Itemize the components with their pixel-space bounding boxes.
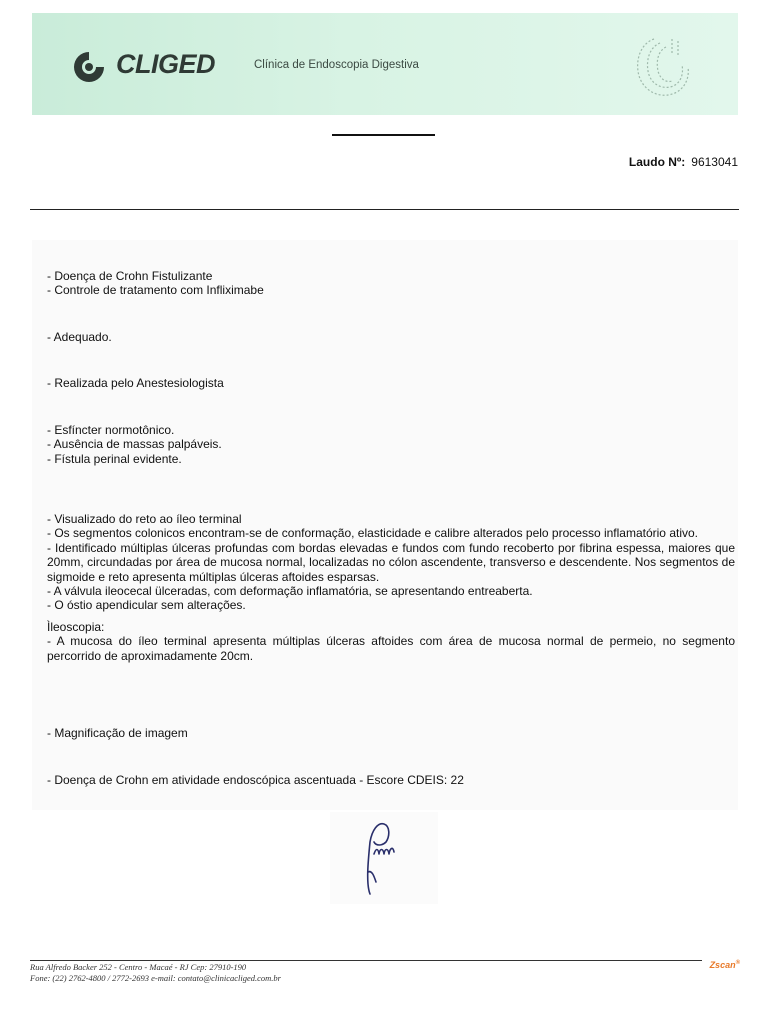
spacer [47,613,735,620]
toque-line: - Fístula perinal evidente. [47,451,182,466]
laudo-value: 9613041 [691,155,738,169]
clinic-tagline: Clínica de Endoscopia Digestiva [254,59,419,71]
achados-line: - A válvula ileocecal ülceradas, com deformação inflamatória, se apresentando entreaberta. [47,584,533,599]
section-tecnologia [47,726,735,740]
laudo-label: Laudo Nº: [628,155,686,169]
preparo-line: - Adequado. [47,330,112,344]
header-banner [32,13,738,115]
ileoscopia-text: - A mucosa do íleo terminal apresenta múltiplas úlceras aftoides com área de mucosa normal de permeio, no segmento percorrido de aproximadamente 20cm. [47,634,735,663]
section-indicacao [47,269,735,298]
achados-line: - O óstio apendicular sem alterações. [47,598,246,613]
footer-divider [30,960,702,961]
achados-line: - Os segmentos colonicos encontram-se de conformação, elasticidade e calibre alterados pelo processo inflamatório ativo. [47,526,698,541]
conclusao-line: - Doença de Crohn em atividade endoscópica ascentuada - Escore CDEIS: 22 [47,773,464,787]
zscan-text: Zscan [709,960,736,970]
section-preparo [47,330,735,344]
footer-address [30,962,281,984]
section-toque-retal [47,423,735,466]
section-sedacao [47,376,735,390]
footer-contact-line: Fone: (22) 2762-4800 / 2772-2693 e-mail: contato@clinicacliged.com.br [30,973,281,983]
title-underline [332,134,435,136]
toque-line: - Esfíncter normotônico. [47,423,175,437]
stomach-watermark-icon [632,33,694,105]
sedacao-line: - Realizada pelo Anestesiologista [47,376,224,390]
indicacao-line: - Doença de Crohn Fistulizante [47,269,213,283]
section-conclusao [47,773,735,787]
toque-line: - Ausência de massas palpáveis. [47,437,222,452]
laudo-number [629,155,738,169]
ileoscopia-title: Ìleoscopia: [47,619,105,634]
section-band-bottom [32,700,738,810]
zscan-brand: Zscan® [709,960,740,970]
section-achados [47,512,735,663]
indicacao-line: - Controle de tratamento com Infliximabe [47,283,264,298]
achados-line: - Visualizado do reto ao íleo terminal [47,512,242,526]
logo-text: CLIGED [116,49,216,79]
tecnologia-line: - Magnificação de imagem [47,726,188,740]
header-divider [30,209,739,210]
footer-address-line: Rua Alfredo Backer 252 - Centro - Macaé - RJ Cep: 27910-190 [30,962,247,972]
physician-signature [330,812,438,904]
cliged-logo-icon [72,50,106,84]
achados-line: - Identificado múltiplas úlceras profundas com bordas elevadas e fundos com fundo recoberto por fibrina espessa, maiores que 20mm, circundadas por área de mucosa normal, localizadas no cólon ascendente, transverso e descendente. Nos segmentos de sigmoide e reto apresenta múltiplas úlceras aftoides esparsas. [47,540,735,584]
